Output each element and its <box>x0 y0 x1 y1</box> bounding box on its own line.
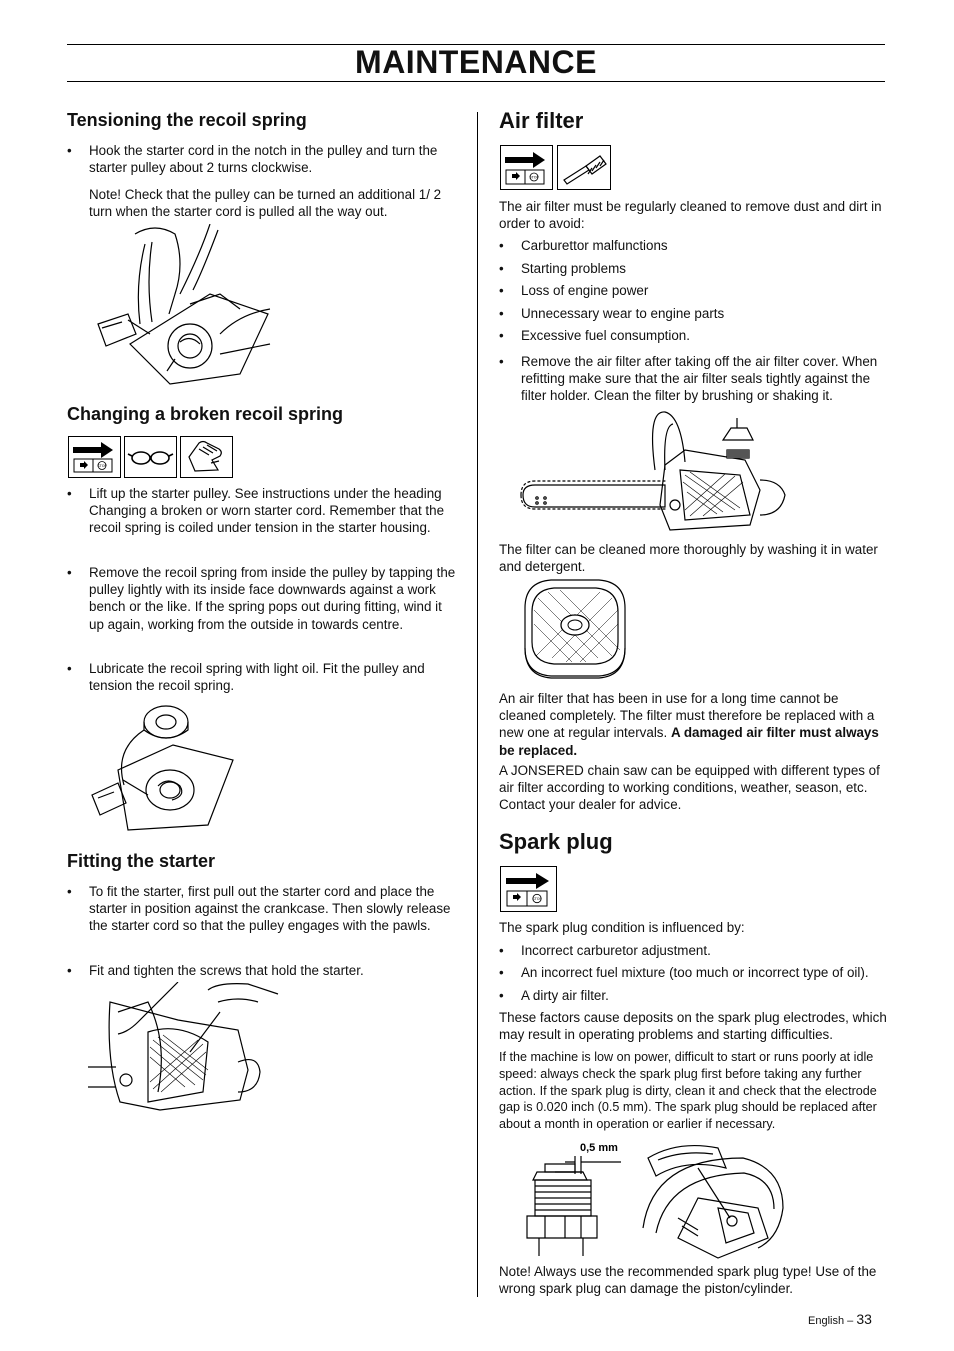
spark-low-power-text: If the machine is low on power, difficult to start or runs poorly at idle speed: always check the spark plug first before taking any further action. If the spark plug is dirty, clean it and check that the electrode gap is 0.020 inch (0.5 mm). The spark plug should be replaced after about a month in operation or earlier if necessary. <box>499 1050 877 1132</box>
chainsaw-air-filter-illustration <box>515 410 787 535</box>
page-title: MAINTENANCE <box>355 44 597 80</box>
stop-engine-icon <box>68 436 121 478</box>
stop-engine-icon <box>500 866 557 912</box>
stop-engine-icon <box>500 145 553 190</box>
page-footer: English – 33 <box>808 1311 872 1327</box>
title-underline <box>67 81 885 82</box>
tension-spring-illustration <box>90 224 272 392</box>
column-divider <box>477 112 478 1297</box>
air-filter-replace-text: An air filter that has been in use for a long time cannot be cleaned completely. The filter must therefore be replaced with a new one at regular intervals. A damaged air filter must always be replaced. <box>499 691 879 758</box>
page-number: 33 <box>856 1311 872 1327</box>
spark-plug-saw-illustration <box>638 1138 788 1263</box>
spark-factors-text: These factors cause deposits on the spark plug electrodes, which may result in operating problems and starting difficulties. <box>499 1010 887 1043</box>
svg-text:STOP: STOP <box>529 175 539 180</box>
spark-note: Note! Always use the recommended spark plug type! Use of the wrong spark plug can damage the piston/cylinder. <box>499 1264 877 1297</box>
heading-fitting-starter: Fitting the starter <box>67 851 216 871</box>
jonsered-text: A JONSERED chain saw can be equipped with different types of air filter according to working conditions, weather, season, etc. Contact your dealer for advice. <box>499 763 880 813</box>
glove-icon <box>180 436 233 478</box>
fitting-starter-illustration <box>88 982 280 1114</box>
air-filter-wash-text: The filter can be cleaned more thoroughly by washing it in water and detergent. <box>499 542 878 575</box>
svg-text:STOP: STOP <box>532 897 542 901</box>
heading-air-filter: Air filter <box>499 108 584 133</box>
svg-text:STOP: STOP <box>97 464 107 468</box>
spark-plug-gap-illustration <box>515 1138 635 1256</box>
brush-icon <box>557 145 611 190</box>
pulley-housing-illustration <box>88 700 238 835</box>
gap-label: 0,5 mm <box>580 1142 618 1154</box>
footer-language: English <box>808 1315 845 1327</box>
air-filter-warning: A damaged air filter must always be replaced. <box>499 725 879 758</box>
tension-note: Note! Check that the pulley can be turned an additional 1/ 2 turn when the starter cord is pulled all the way out. <box>89 187 442 220</box>
air-filter-illustration <box>520 578 630 683</box>
air-filter-intro: The air filter must be regularly cleaned to remove dust and dirt in order to avoid: <box>499 199 882 232</box>
spark-plug-intro: The spark plug condition is influenced by: <box>499 920 745 935</box>
goggles-icon <box>124 436 177 478</box>
heading-broken-spring: Changing a broken recoil spring <box>67 404 344 424</box>
heading-spark-plug: Spark plug <box>499 829 613 854</box>
heading-tensioning: Tensioning the recoil spring <box>67 110 307 130</box>
